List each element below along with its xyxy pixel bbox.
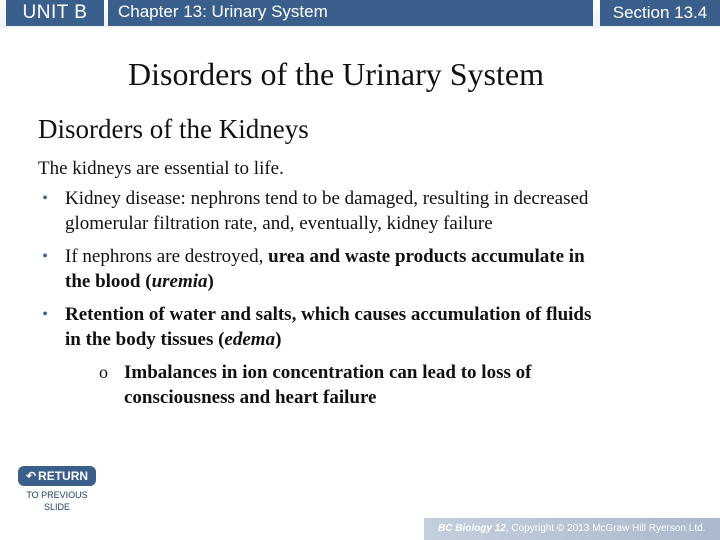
return-arrow-icon: ↶ (25, 469, 37, 483)
bullet-text-b: urea and waste products accumulate in the blood ( (65, 245, 585, 292)
header-bar (0, 0, 720, 28)
unit-label: UNIT B (6, 0, 104, 26)
sub-bullet-text: Imbalances in ion concentration can lead to loss of consciousness and heart failure (124, 361, 532, 408)
bullet-text: Kidney disease: nephrons tend to be damaged, resulting in decreased glomerular filtration rate, and, eventually, kidney failure (65, 187, 589, 234)
section-label: Section 13.4 (600, 0, 720, 26)
bullet-kidney-disease (38, 186, 608, 237)
bullet-marker: • (42, 305, 48, 323)
return-caption (18, 489, 96, 513)
slide-title: Disorders of the Urinary System (128, 56, 544, 92)
bullet-retention (38, 302, 608, 411)
bullet-text-b: ) (275, 329, 282, 350)
bullet-marker: • (42, 189, 48, 207)
return-label: RETURN (38, 469, 89, 483)
intro-text: The kidneys are essential to life. (38, 158, 284, 179)
return-button[interactable] (18, 466, 96, 486)
return-caption-line1: TO PREVIOUS (26, 490, 88, 500)
slide-subtitle: Disorders of the Kidneys (38, 114, 309, 144)
bullet-nephrons-destroyed (38, 244, 608, 295)
return-caption-line2: SLIDE (43, 502, 70, 512)
footer-bar (424, 518, 720, 540)
footer-copyright: , Copyright © 2013 McGraw Hill Ryerson Ltd. (505, 523, 706, 534)
footer-book-title: BC Biology 12 (438, 523, 506, 534)
bullet-text-c: ) (207, 271, 214, 292)
bullet-text-a: If nephrons are destroyed, (65, 245, 269, 267)
bullet-marker: • (42, 247, 48, 265)
term-uremia: uremia (151, 271, 208, 292)
sub-bullet-marker: o (99, 361, 108, 382)
sub-bullet-imbalances (65, 360, 608, 411)
slide-body (38, 156, 608, 418)
chapter-label: Chapter 13: Urinary System (108, 0, 593, 26)
bullet-text-a: Retention of water and salts, which causes accumulation of fluids in the body tissues ( (65, 303, 592, 350)
term-edema: edema (224, 329, 276, 350)
